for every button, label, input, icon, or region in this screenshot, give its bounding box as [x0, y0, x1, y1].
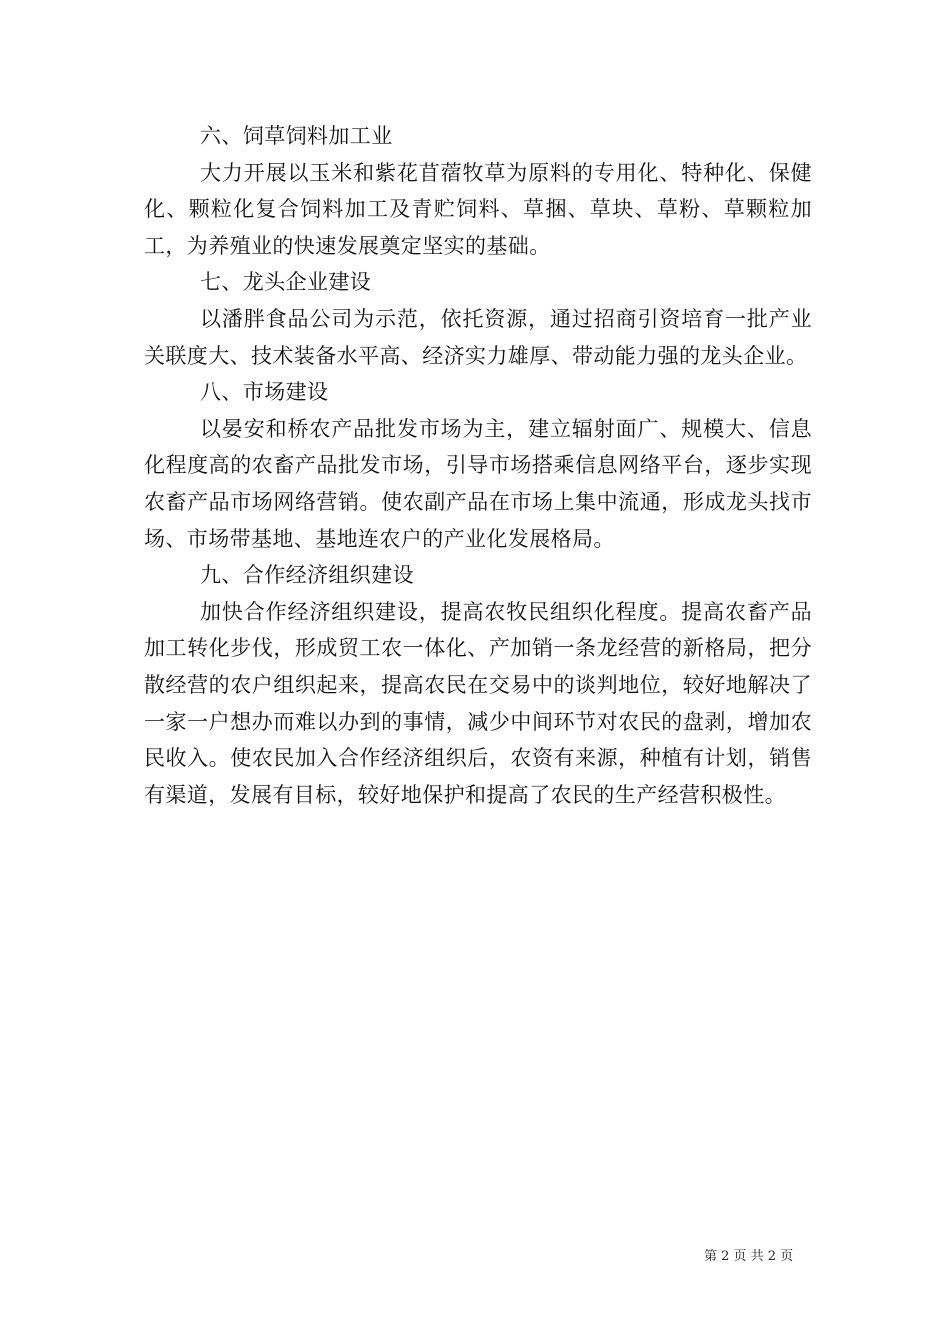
section-heading: 六、饲草饲料加工业	[200, 124, 393, 148]
section-paragraph: 以晏安和桥农产品批发市场为主，建立辐射面广、规模大、信息化程度高的农畜产品批发市场，引导市场搭乘信息网络平台，逐步实现农畜产品市场网络营销。使农副产品在市场上集中流通，形成龙头找市场、市场带基地、基地连农户的产业化发展格局。	[144, 416, 812, 551]
document-body	[144, 118, 812, 813]
section-heading: 七、龙头企业建设	[200, 270, 372, 295]
section-heading: 八、市场建设	[200, 380, 329, 405]
section-paragraph: 大力开展以玉米和紫花苜蓿牧草为原料的专用化、特种化、保健化、颗粒化复合饲料加工及青贮饲料、草捆、草块、草粉、草颗粒加工，为养殖业的快速发展奠定坚实的基础。	[144, 160, 812, 258]
section-paragraph: 加快合作经济组织建设，提高农牧民组织化程度。提高农畜产品加工转化步伐，形成贸工农一体化、产加销一条龙经营的新格局，把分散经营的农户组织起来，提高农民在交易中的谈判地位，较好地解决了一家一户想办而难以办到的事情，减少中间环节对农民的盘剥，增加农民收入。使农民加入合作经济组织后，农资有来源，种植有计划，销售有渠道，发展有目标，较好地保护和提高了农民的生产经营积极性。	[144, 599, 812, 807]
section-heading: 九、合作经济组织建设	[200, 563, 414, 588]
page-number-footer: 第 2 页 共 2 页	[704, 1249, 794, 1264]
section-paragraph: 以潘胖食品公司为示范，依托资源，通过招商引资培育一批产业关联度大、技术装备水平高、经济实力雄厚、带动能力强的龙头企业。	[144, 306, 812, 368]
